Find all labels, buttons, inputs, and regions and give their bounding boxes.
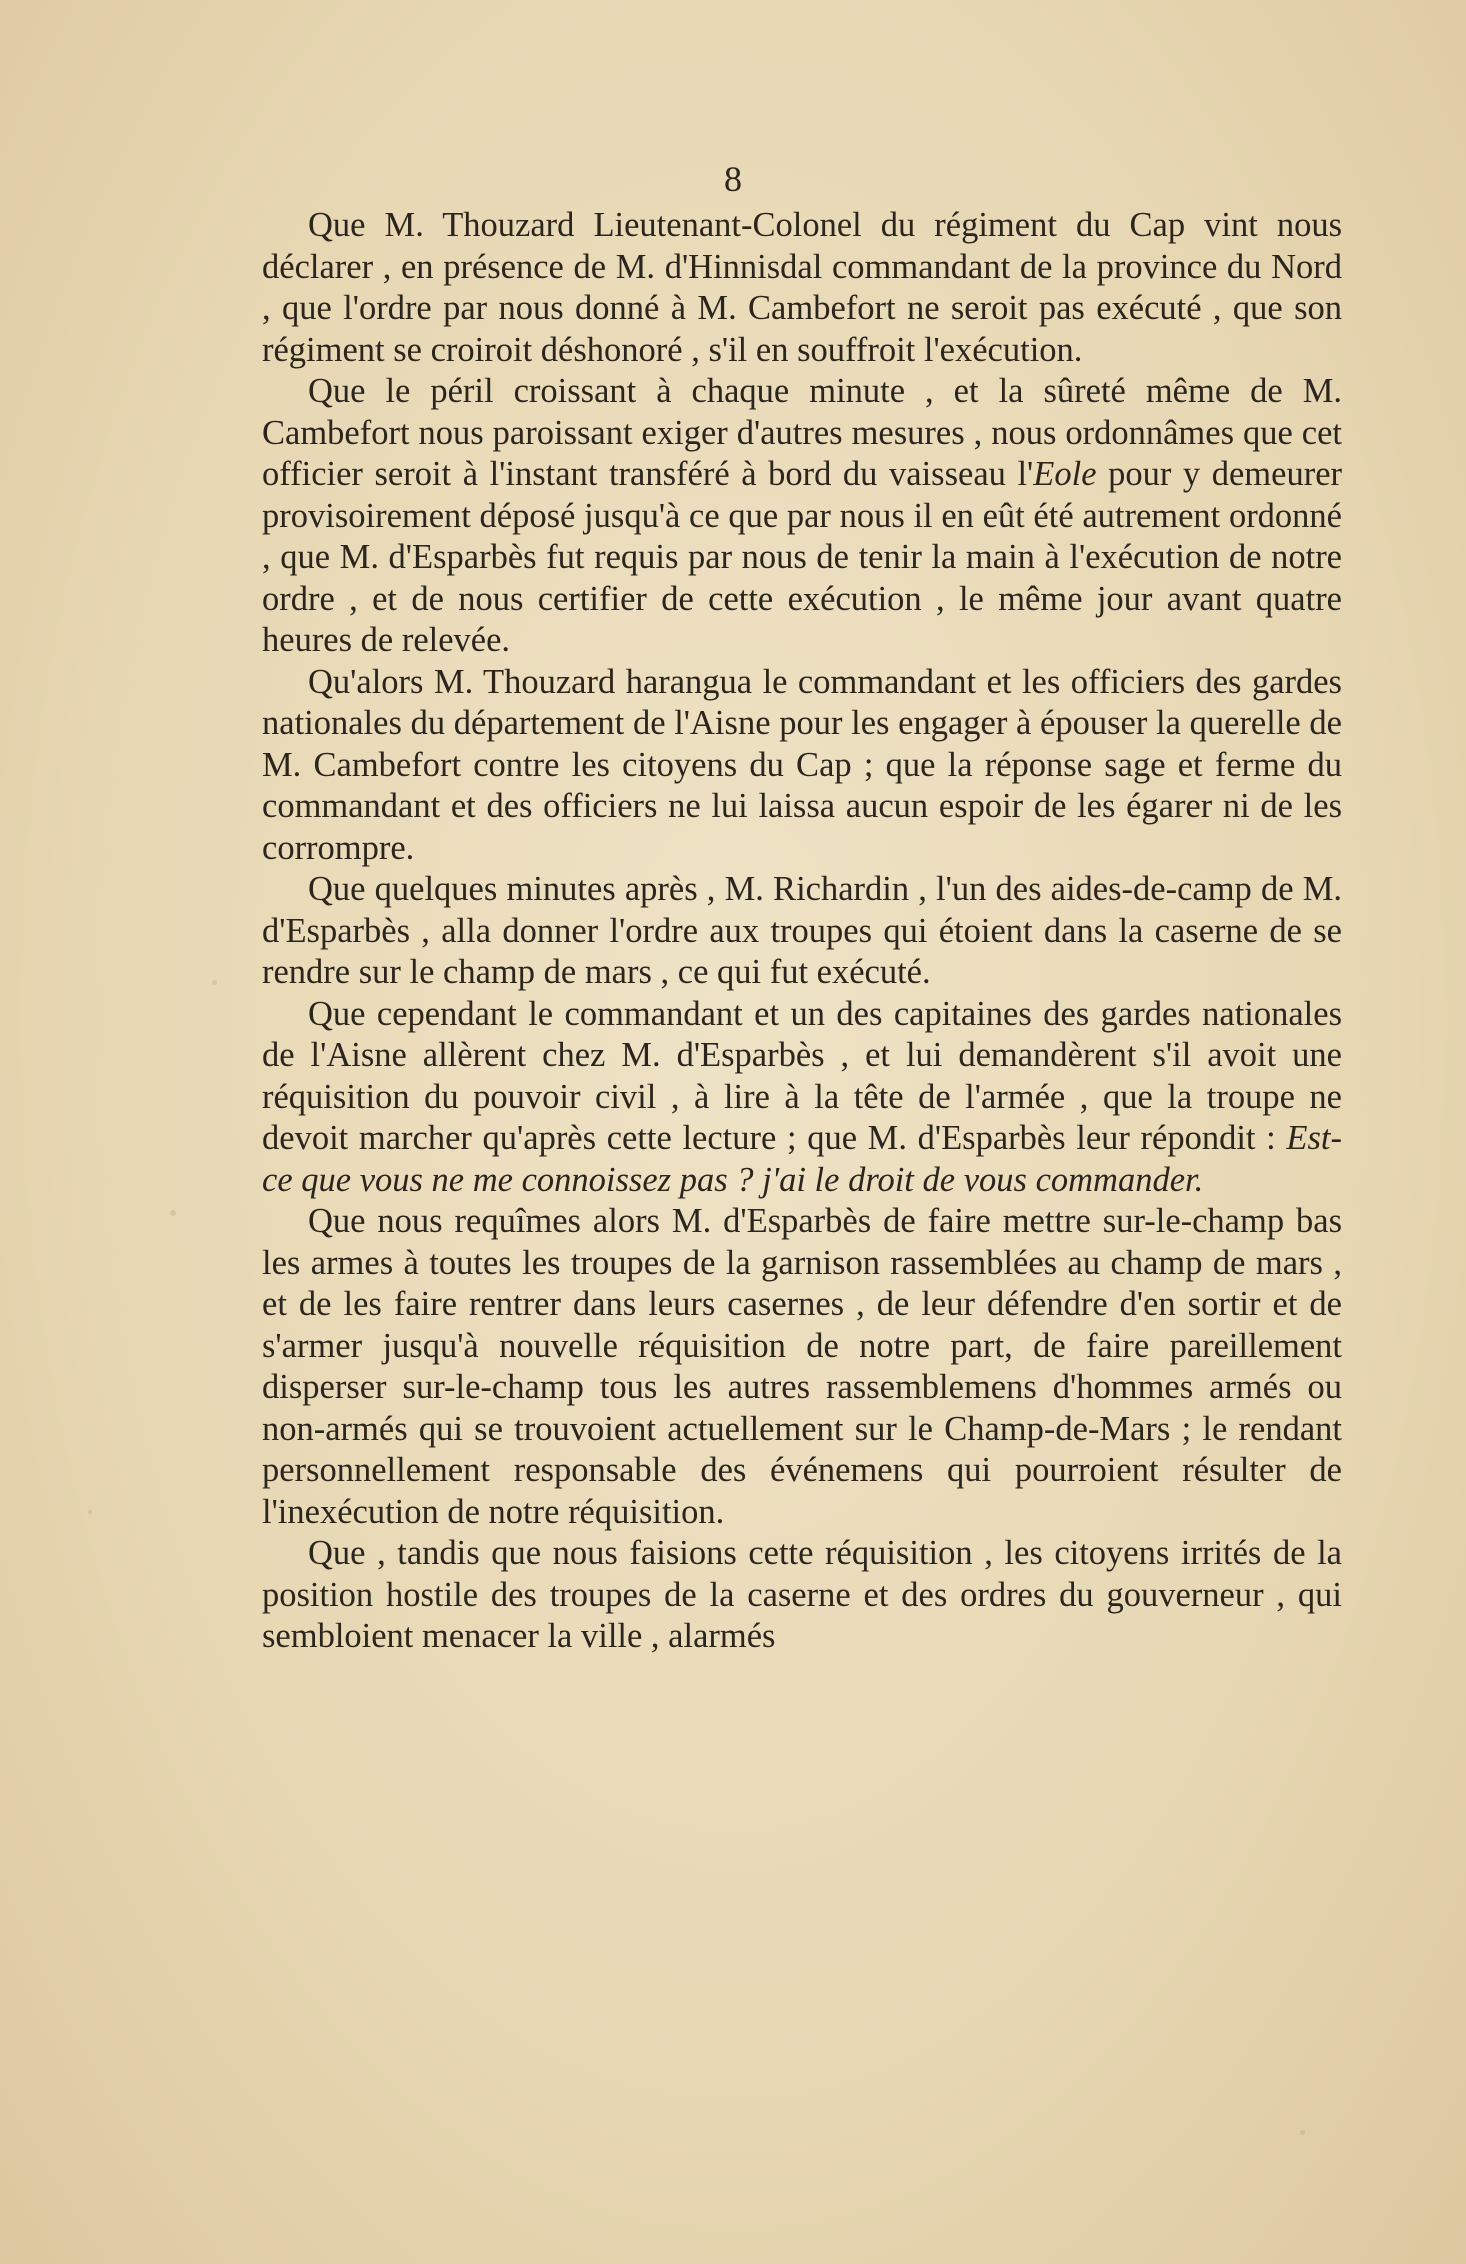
paragraph-text: Que nous requîmes alors M. d'Esparbès de faire mettre sur-le-champ bas les armes à toutes les troupes de la garnison rassemblées au champ de mars , et de les faire rentrer dans leurs casernes , de leur défendre d'en sortir et de s'armer jusqu'à nouvelle réquisition de notre part, de faire pareillement disperser sur-le-champ tous les autres rassemblemens d'hommes armés ou non-armés qui se trouvoient actuellement sur le Champ-de-Mars ; le rendant personnellement responsable des événemens qui pourroient résulter de l'inexécution de notre réquisition. (262, 1202, 1342, 1531)
page-number: 8 (724, 159, 742, 199)
paragraph-text: Qu'alors M. Thouzard harangua le commandant et les officiers des gardes nationales du département de l'Aisne pour les engager à épouser la querelle de M. Cambefort contre les citoyens du Cap ; que la réponse sage et ferme du commandant et des officiers ne lui laissa aucun espoir de les égarer ni de les corrompre. (262, 662, 1342, 867)
paragraph-text: Que quelques minutes après , M. Richardin , l'un des aides-de-camp de M. d'Esparbès , alla donner l'ordre aux troupes qui étoient dans la caserne de se rendre sur le champ de mars , ce qui fut exécuté. (262, 870, 1342, 991)
paragraph-4 (262, 869, 1342, 994)
paragraph-text: Que cependant le commandant et un des capitaines des gardes nationales de l'Aisne allèrent chez M. d'Esparbès , et lui demandèrent s'il avoit une réquisition du pouvoir civil , à lire à la tête de l'armée , que la troupe ne devoit marcher qu'après cette lecture ; que M. d'Esparbès leur répondit : (262, 994, 1342, 1157)
paragraph-text: pour y demeurer provisoirement déposé jusqu'à ce que par nous il en eût été autrement ordonné , que M. d'Esparbès fut requis par nous de tenir la main à l'exécution de notre ordre , et de nous certifier de cette exécution , le même jour avant quatre heures de relevée. (262, 455, 1342, 659)
paragraph-2 (262, 371, 1342, 662)
quoted-reply: Est-ce que vous ne me connoissez pas ? j'ai le droit de vous commander. (262, 1119, 1342, 1199)
paragraph-1 (262, 205, 1342, 371)
paragraph-7 (262, 1533, 1342, 1658)
paragraph-text: Que , tandis que nous faisions cette réquisition , les citoyens irrités de la position hostile des troupes de la caserne et des ordres du gouverneur , qui sembloient menacer la ville , alarmés (262, 1534, 1342, 1655)
ship-name: Eole (1033, 455, 1097, 493)
paper-stain (170, 1210, 176, 1216)
paragraph-text: Que M. Thouzard Lieutenant-Colonel du régiment du Cap vint nous déclarer , en présence de M. d'Hinnisdal commandant de la province du Nord , que l'ordre par nous donné à M. Cambefort ne seroit pas exécuté , que son régiment se croiroit déshonoré , s'il en souffroit l'exécution. (262, 206, 1342, 369)
page-body (262, 205, 1342, 1658)
paragraph-5 (262, 994, 1342, 1202)
paragraph-6 (262, 1201, 1342, 1533)
paper-stain (88, 1510, 92, 1514)
paragraph-text: Que le péril croissant à chaque minute , et la sûreté même de M. Cambefort nous paroissant exiger d'autres mesures , nous ordonnâmes que cet officier seroit à l'instant transféré à bord du vaisseau l' (262, 372, 1342, 493)
paper-stain (212, 980, 217, 985)
paragraph-3 (262, 662, 1342, 870)
paper-stain (1300, 2130, 1305, 2135)
